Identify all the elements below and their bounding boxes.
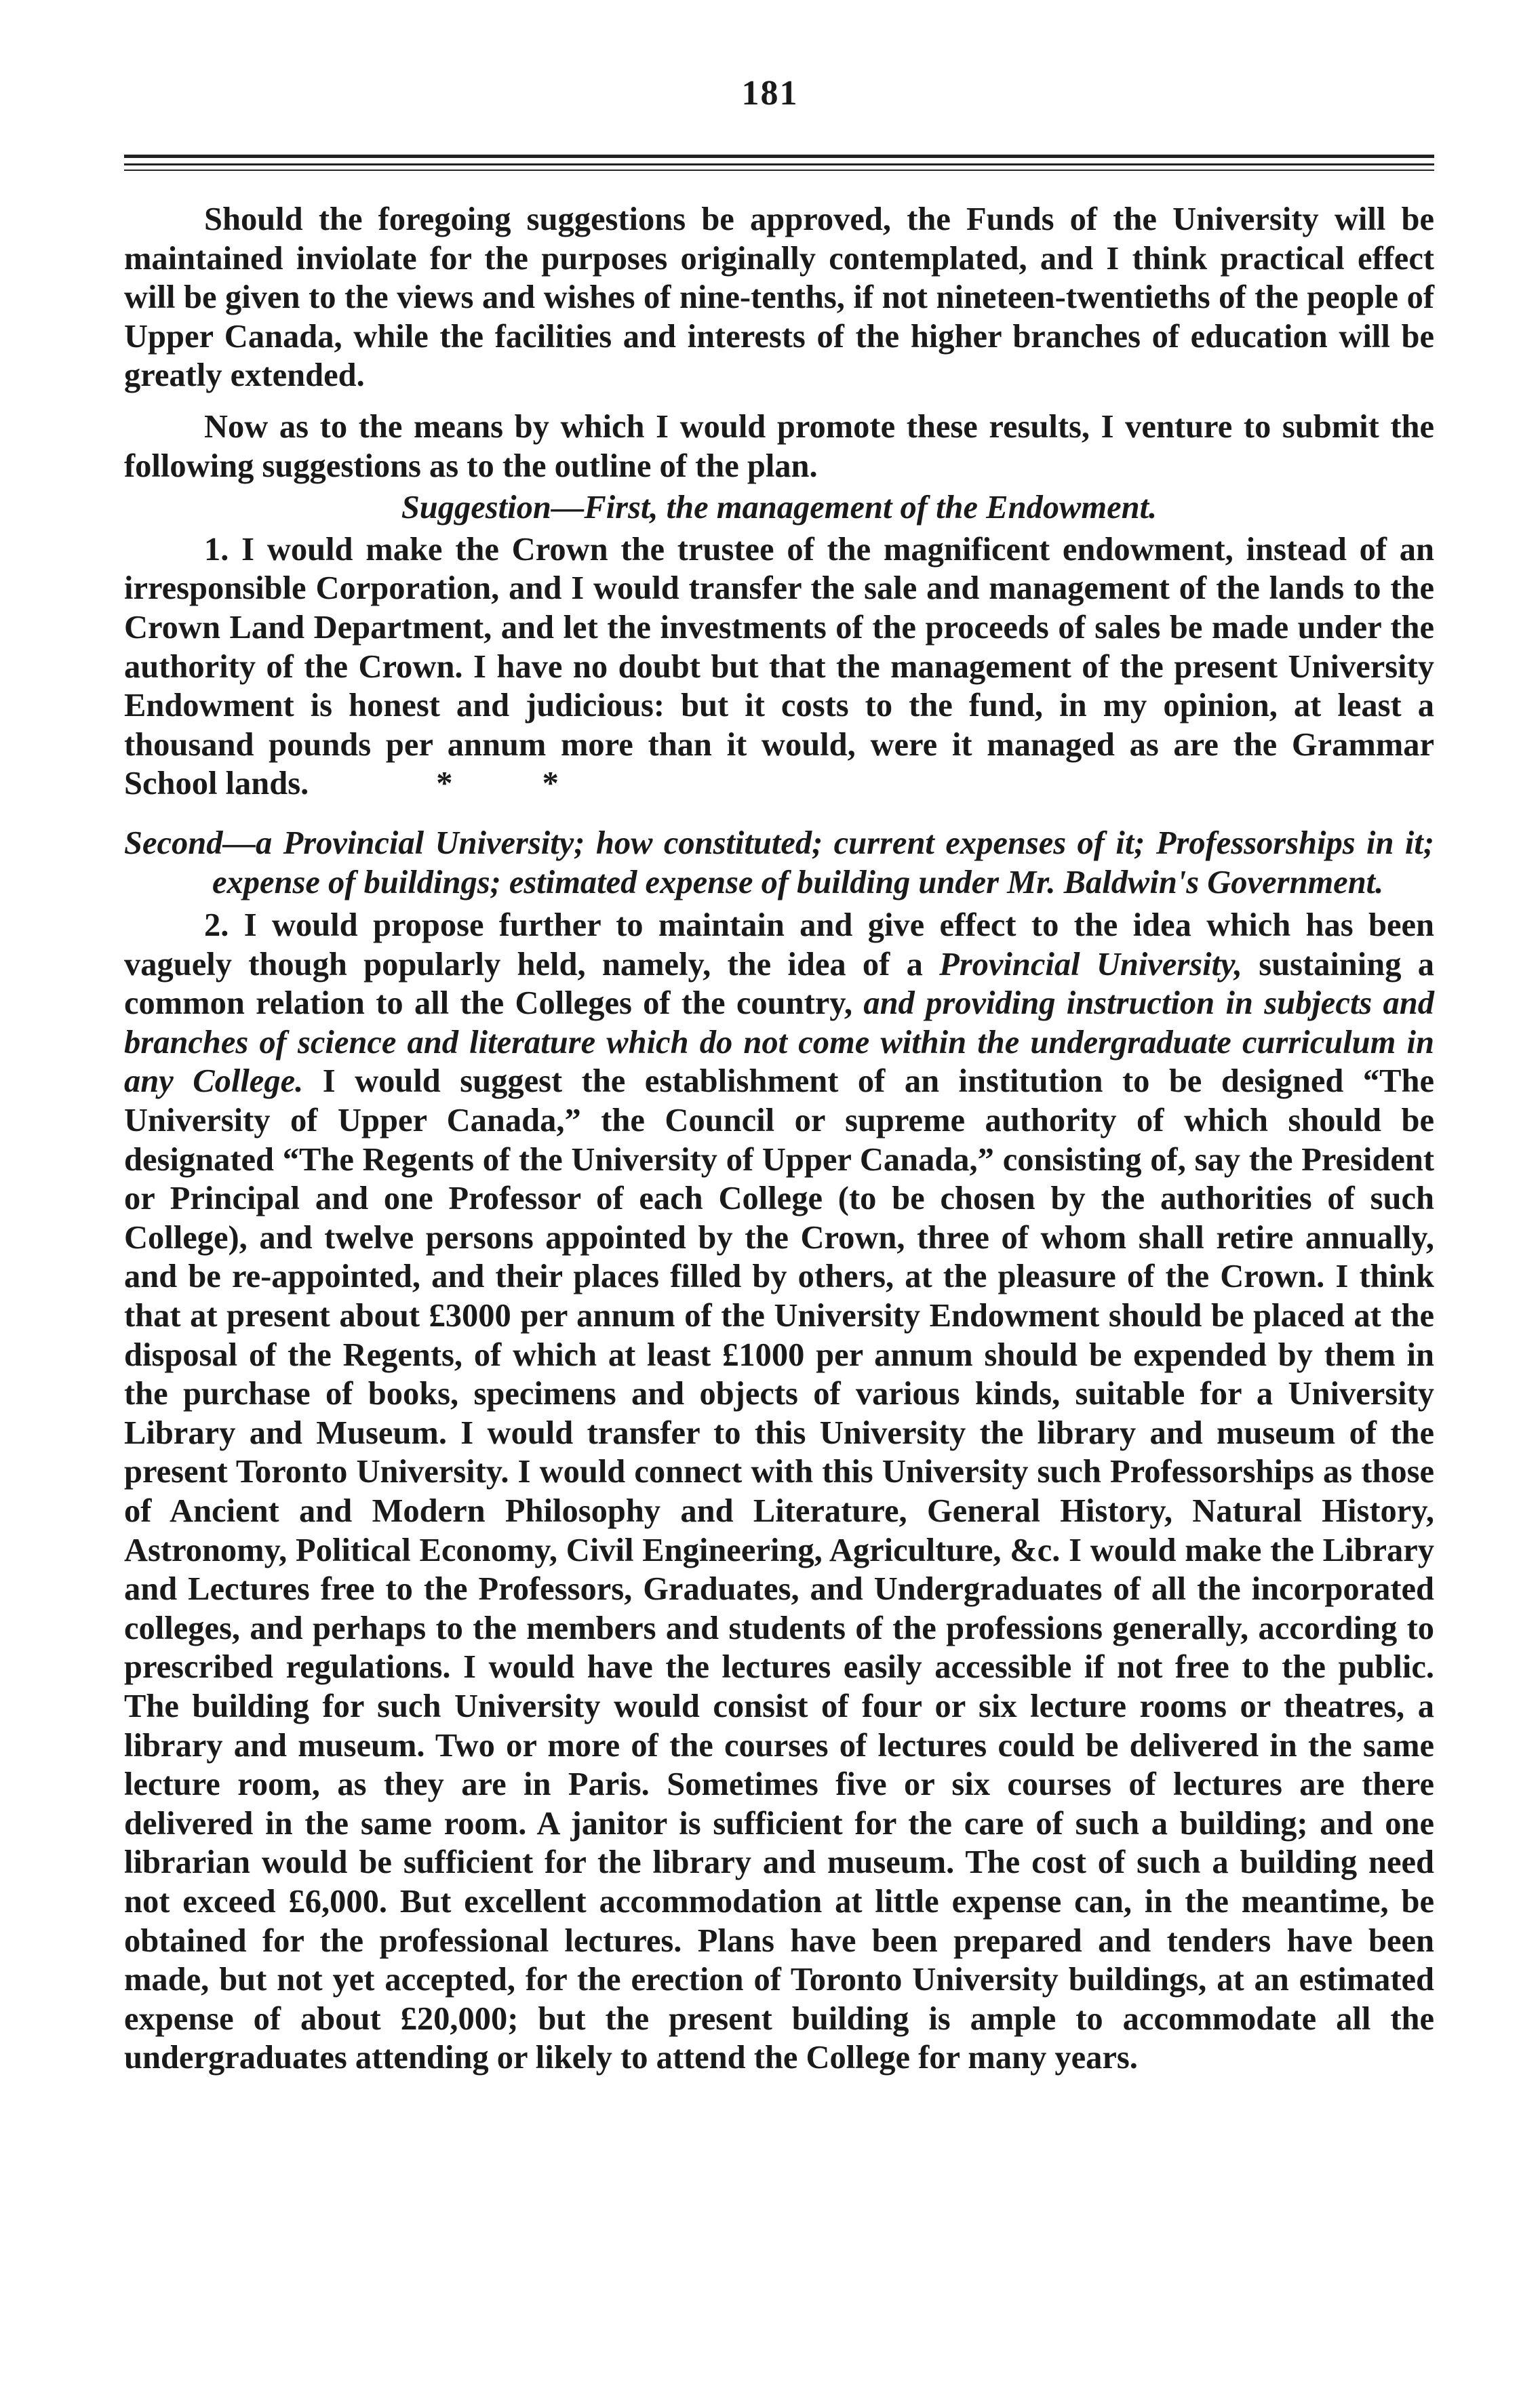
header-rule-thin: [124, 170, 1434, 171]
p4-part-d: and providing instruction in subjects and branches of science and literature which do not come within the undergraduate curriculum in any College.: [124, 985, 1434, 1100]
heading-provincial-university: Second—a Provincial University; how constituted; current expenses of it; Professorships in it; expense of buildings; estimated expense of building under Mr. Baldwin's Government.: [124, 825, 1434, 900]
p4-part-b: Provincial University,: [939, 946, 1242, 983]
paragraph-crown-trustee-text: 1. I would make the Crown the trustee of the magnificent endowment, instead of an irresponsible Corporation, and I would transfer the sale and management of the lands to the Crown Land Department, and let the investments of the proceeds of sales be made under the authority of the Crown. I have no doubt but that the management of the present University Endowment is honest and judicious: but it costs to the fund, in my opinion, at least a thousand pounds per annum more than it would, were it managed as are the Grammar School lands.: [124, 531, 1434, 802]
heading-management-endowment: Suggestion—First, the management of the Endowment.: [401, 490, 1158, 526]
omission-stars: * *: [436, 766, 559, 802]
paragraph-provincial-university: [124, 906, 1434, 2078]
paragraph-crown-trustee: [124, 530, 1434, 804]
paragraph-means: Now as to the means by which I would promote these results, I venture to submit the following suggestions as to the outline of the plan.: [124, 408, 1434, 484]
p4-part-c: sustaining a common relation to all the Colleges of the country,: [124, 946, 1434, 1022]
header-rule-thick: [124, 155, 1434, 158]
header-rule-middle: [124, 163, 1434, 165]
page-number: 181: [741, 74, 799, 113]
paragraph-funds: Should the foregoing suggestions be approved, the Funds of the University will be maintained inviolate for the purposes originally contemplated, and I think practical effect will be given to the views and wishes of nine-tenths, if not nineteen-twentieths of the people of Upper Canada, while the facilities and interests of the higher branches of education will be greatly extended.: [124, 201, 1434, 394]
body-text: [124, 200, 1434, 2078]
p4-part-a: 2. I would propose further to maintain and give effect to the idea which has been vaguely though popularly held, namely, the idea of a: [124, 907, 1434, 983]
p4-part-e: I would suggest the establishment of an institution to be designed “The University of Upper Canada,” the Council or supreme authority of which should be designated “The Regents of the University of Upper Canada,” consisting of, say the President or Principal and one Professor of each College (to be chosen by the authorities of such College), and twelve persons appointed by the Crown, three of whom shall retire annually, and be re-appointed, and their places filled by others, at the pleasure of the Crown. I think that at present about £3000 per annum of the University Endowment should be placed at the disposal of the Regents, of which at least £1000 per annum should be expended by them in the purchase of books, specimens and objects of various kinds, suitable for a University Library and Museum. I would transfer to this University the library and museum of the present Toronto University. I would connect with this University such Professorships as those of Ancient and Modern Philosophy and Literature, General History, Natural History, Astronomy, Political Economy, Civil Engineering, Agriculture, &c. I would make the Library and Lectures free to the Professors, Graduates, and Undergraduates of all the incorporated colleges, and perhaps to the members and students of the professions generally, according to prescribed regulations. I would have the lectures easily accessible if not free to the public. The building for such University would consist of four or six lecture rooms or theatres, a library and museum. Two or more of the courses of lectures could be delivered in the same lecture room, as they are in Paris. Sometimes five or six courses of lectures are there delivered in the same room. A janitor is sufficient for the care of such a building; and one librarian would be sufficient for the library and museum. The cost of such a building need not exceed £6,000. But excellent accommodation at little expense can, in the meantime, be obtained for the professional lectures. Plans have been prepared and tenders have been made, but not yet accepted, for the erection of Toronto University buildings, at an estimated expense of about £20,000; but the present building is ample to accommodate all the undergraduates attending or likely to attend the College for many years.: [124, 1063, 1434, 2076]
